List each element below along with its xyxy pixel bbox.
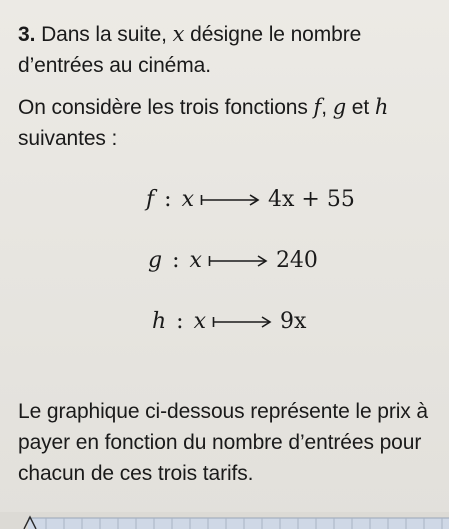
formula-g bbox=[148, 246, 318, 276]
formula-f-colon: : bbox=[164, 187, 172, 212]
intro-text-start: Dans la suite, bbox=[35, 23, 173, 46]
question-number: 3. bbox=[18, 23, 36, 46]
intro-text-end: désigne le nombre d’entrées au cinéma. bbox=[18, 23, 362, 77]
formula-g-name: g bbox=[148, 248, 163, 273]
function-name-g: g bbox=[332, 95, 347, 119]
formula-h-name: h bbox=[152, 309, 167, 334]
function-name-h: h bbox=[374, 95, 389, 119]
graph-description: Le graphique ci-dessous représente le prix à payer en fonction du nombre d’entrées pour chacun de ces trois tarifs. bbox=[18, 400, 429, 485]
formula-g-var: x bbox=[189, 248, 202, 273]
formula-f-expr: 4x + 55 bbox=[268, 187, 355, 212]
formula-h-expr: 9x bbox=[280, 309, 307, 334]
formula-f bbox=[146, 185, 355, 215]
maps-to-arrow-icon bbox=[208, 254, 268, 268]
question-3-intro bbox=[18, 19, 443, 81]
graph-top-edge bbox=[0, 512, 449, 529]
formula-h bbox=[152, 307, 306, 337]
formula-f-name: f bbox=[146, 187, 155, 212]
function-name-f: f bbox=[313, 95, 322, 119]
maps-to-arrow-icon bbox=[212, 315, 272, 329]
formula-g-expr: 240 bbox=[275, 248, 318, 273]
functions-intro-and: et bbox=[346, 96, 375, 119]
functions-intro-end: suivantes : bbox=[18, 127, 118, 150]
maps-to-arrow-icon bbox=[200, 193, 260, 207]
functions-intro-start: On considère les trois fonctions bbox=[18, 96, 314, 119]
functions-intro bbox=[18, 92, 443, 154]
formula-g-colon: : bbox=[172, 248, 180, 273]
formula-h-var: x bbox=[193, 309, 207, 334]
functions-intro-sep: , bbox=[321, 96, 333, 119]
variable-x: x bbox=[172, 22, 185, 46]
formula-h-colon: : bbox=[176, 309, 184, 334]
formula-f-var: x bbox=[181, 187, 194, 212]
